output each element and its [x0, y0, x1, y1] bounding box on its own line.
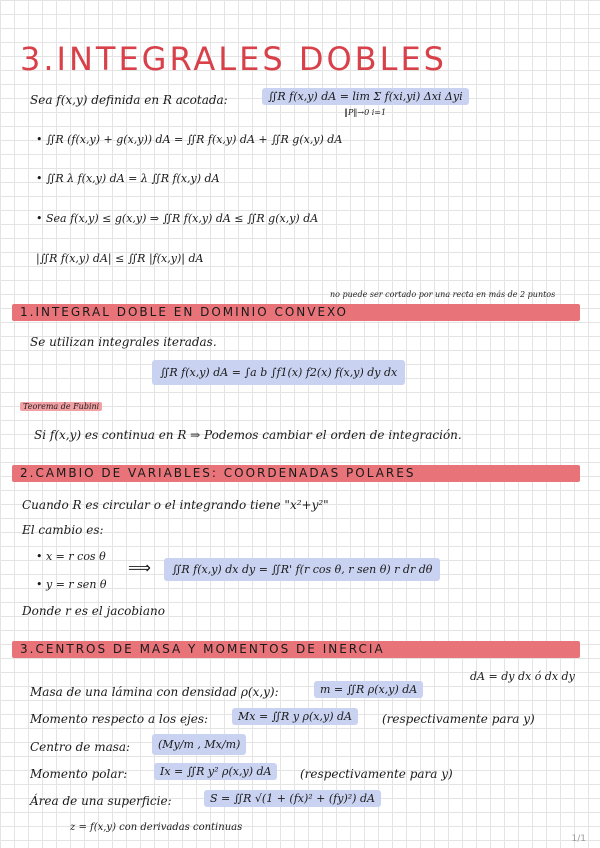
fubini-text: Si f(x,y) es continua en R ⇒ Podemos cambiar el orden de integración.: [34, 428, 462, 442]
section1-note: no puede ser cortado por una recta en más de 2 puntos: [330, 290, 556, 299]
area-label: Área de una superficie:: [30, 794, 172, 808]
moment-note: (respectivamente para y): [382, 712, 535, 726]
property-inequality: • Sea f(x,y) ≤ g(x,y) ⇒ ∬R f(x,y) dA ≤ ∬R g(x,y) dA: [36, 212, 319, 225]
section2-bullet-x: • x = r cos θ: [36, 550, 106, 563]
mass-formula: m = ∬R ρ(x,y) dA: [314, 681, 423, 698]
da-note: dA = dy dx ó dx dy: [470, 670, 575, 683]
section1-formula: ∬R f(x,y) dA = ∫a b ∫f1(x) f2(x) f(x,y) dy dx: [152, 360, 405, 385]
moment-label: Momento respecto a los ejes:: [30, 712, 209, 726]
intro-text: Sea f(x,y) definida en R acotada:: [30, 93, 228, 107]
polar-formula: Ix = ∬R y² ρ(x,y) dA: [154, 763, 277, 780]
polar-label: Momento polar:: [30, 767, 128, 781]
center-label: Centro de masa:: [30, 740, 131, 754]
mass-label: Masa de una lámina con densidad ρ(x,y):: [30, 685, 279, 699]
area-formula: S = ∬R √(1 + (fx)² + (fy)²) dA: [204, 790, 381, 807]
section2-title: 2.CAMBIO DE VARIABLES: COORDENADAS POLARES: [20, 466, 416, 480]
implies-arrow: ⟹: [128, 558, 151, 577]
page-number: 1/1: [571, 834, 586, 844]
section1-title: 1.INTEGRAL DOBLE EN DOMINIO CONVEXO: [20, 305, 348, 319]
section2-formula: ∬R f(x,y) dx dy = ∬R' f(r cos θ, r sen θ) r dr dθ: [164, 558, 440, 581]
section1-text: Se utilizan integrales iteradas.: [30, 335, 217, 349]
section3-title: 3.CENTROS DE MASA Y MOMENTOS DE INERCIA: [20, 642, 385, 656]
intro-formula-sub: ‖P‖→0 i=1: [344, 108, 387, 117]
fubini-label: Teorema de Fubini: [20, 402, 102, 411]
center-formula: (My/m , Mx/m): [152, 734, 246, 755]
intro-formula: ∬R f(x,y) dA = lim Σ f(xi,yi) Δxi Δyi: [262, 88, 469, 105]
area-note: z = f(x,y) con derivadas continuas: [70, 822, 243, 833]
section2-line3: Donde r es el jacobiano: [22, 604, 165, 618]
moment-formula: Mx = ∬R y ρ(x,y) dA: [232, 708, 358, 725]
section2-line2: El cambio es:: [22, 523, 104, 537]
property-scalar: • ∬R λ f(x,y) dA = λ ∬R f(x,y) dA: [36, 172, 220, 185]
section2-line1: Cuando R es circular o el integrando tiene "x²+y²": [22, 498, 329, 512]
polar-note: (respectivamente para y): [300, 767, 453, 781]
property-abs: |∬R f(x,y) dA| ≤ ∬R |f(x,y)| dA: [36, 252, 204, 265]
property-sum: • ∬R (f(x,y) + g(x,y)) dA = ∬R f(x,y) dA + ∬R g(x,y) dA: [36, 133, 343, 146]
section2-bullet-y: • y = r sen θ: [36, 578, 107, 591]
page-title: 3.INTEGRALES DOBLES: [20, 40, 447, 78]
